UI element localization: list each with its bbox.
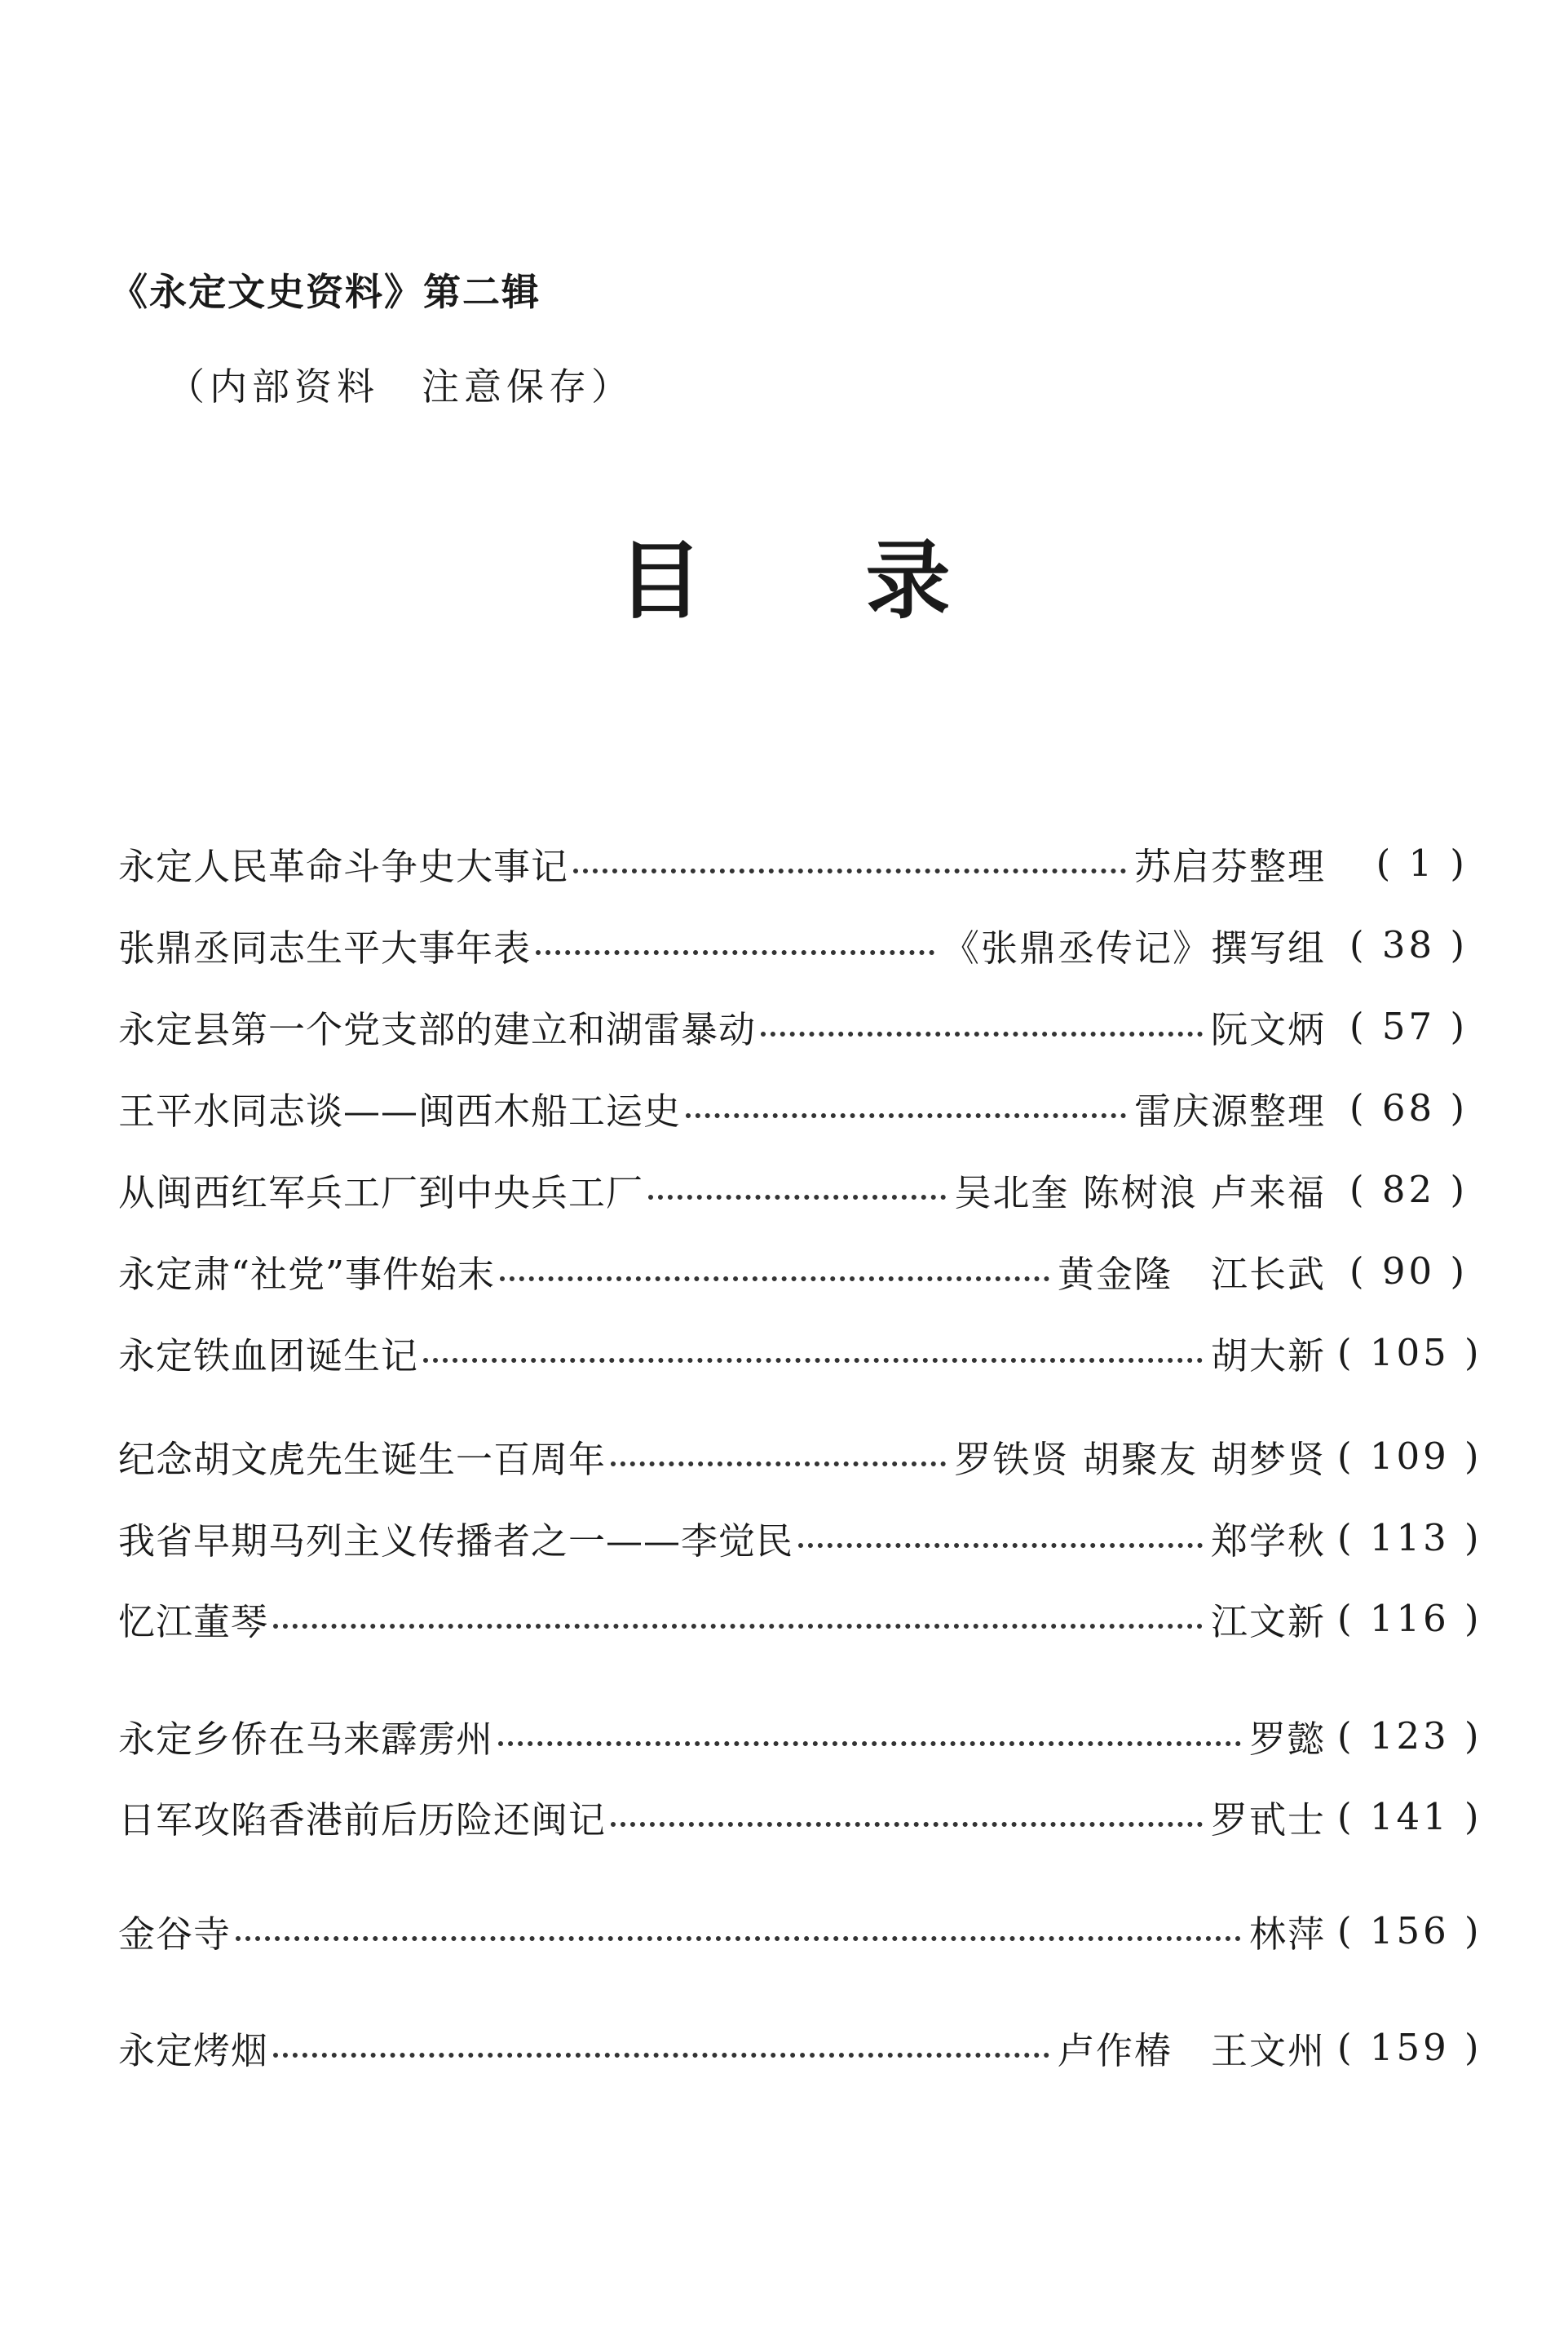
entry-title: 永定烤烟 — [118, 2028, 269, 2072]
entry-page: ( 159 ) — [1337, 2025, 1482, 2069]
entry-author: 罗甙士 — [1210, 1797, 1326, 1842]
entry-author: 《张鼎丞传记》撰写组 — [942, 926, 1326, 970]
entry-author: 罗懿 — [1248, 1717, 1326, 1761]
entry-page: ( 156 ) — [1337, 1908, 1482, 1952]
entry-title: 永定肃“社党”事件始末 — [118, 1252, 496, 1296]
entry-page: ( 105 ) — [1337, 1330, 1482, 1374]
dot-leader — [761, 1032, 1203, 1037]
entry-author: 苏启芬整理 — [1133, 844, 1326, 888]
entry-title: 我省早期马列主义传播者之一——李觉民 — [118, 1519, 794, 1563]
entry-page: ( 123 ) — [1337, 1713, 1482, 1758]
toc-entry[interactable] — [118, 837, 1468, 889]
page-title: 目录 — [617, 530, 1114, 630]
entry-page: ( 82 ) — [1349, 1167, 1468, 1211]
entry-author: 吴北奎 陈树浪 卢来福 — [954, 1170, 1326, 1214]
toc-entry[interactable] — [118, 1000, 1468, 1052]
entry-author: 阮文炳 — [1210, 1007, 1326, 1051]
entry-page: ( 38 ) — [1349, 922, 1468, 966]
toc-entry[interactable] — [118, 1430, 1482, 1482]
dot-leader — [498, 1741, 1241, 1746]
entry-page: ( 141 ) — [1337, 1794, 1482, 1838]
dot-leader — [423, 1358, 1203, 1363]
entry-title: 日军攻陷香港前后历险还闽记 — [118, 1797, 607, 1842]
toc-entry[interactable] — [118, 1904, 1482, 1957]
entry-author: 雷庆源整理 — [1133, 1089, 1326, 1133]
dot-leader — [686, 1113, 1126, 1118]
entry-page: ( 109 ) — [1337, 1434, 1482, 1478]
toc-entry[interactable] — [118, 2021, 1482, 2073]
toc-entry[interactable] — [118, 1163, 1468, 1215]
entry-title: 金谷寺 — [118, 1912, 232, 1956]
entry-title: 永定人民革命斗争史大事记 — [118, 844, 569, 888]
series-note: （内部资料 注意保存） — [167, 365, 634, 409]
toc-entry[interactable] — [118, 1511, 1482, 1563]
dot-leader — [648, 1195, 946, 1200]
entry-author: 江文新 — [1210, 1599, 1326, 1643]
entry-page: ( 1 ) — [1376, 841, 1468, 885]
entry-page: ( 90 ) — [1349, 1249, 1468, 1293]
dot-leader — [611, 1822, 1203, 1827]
entry-title: 永定乡侨在马来霹雳州 — [118, 1717, 494, 1761]
toc-entry[interactable] — [118, 1245, 1468, 1297]
entry-page: ( 116 ) — [1337, 1596, 1482, 1640]
toc-entry[interactable] — [118, 1709, 1482, 1762]
entry-author: 卢作椿 王文州 — [1057, 2028, 1326, 2072]
entry-author: 罗铁贤 胡聚友 胡梦贤 — [954, 1437, 1326, 1481]
entry-title: 从闽西红军兵工厂到中央兵工厂 — [118, 1170, 644, 1214]
dot-leader — [798, 1543, 1203, 1548]
entry-author: 郑学秋 — [1210, 1519, 1326, 1563]
entry-page: ( 57 ) — [1349, 1004, 1468, 1048]
entry-page: ( 113 ) — [1337, 1515, 1482, 1559]
dot-leader — [273, 2053, 1049, 2058]
entry-title: 永定铁血团诞生记 — [118, 1333, 419, 1377]
series-title: 《永定文史资料》第二辑 — [110, 270, 541, 314]
entry-title: 纪念胡文虎先生诞生一百周年 — [118, 1437, 607, 1481]
dot-leader — [273, 1624, 1203, 1629]
entry-author: 林萍 — [1248, 1912, 1326, 1956]
entry-title: 忆江董琴 — [118, 1599, 269, 1643]
entry-title: 永定县第一个党支部的建立和湖雷暴动 — [118, 1007, 757, 1051]
dot-leader — [536, 950, 934, 955]
toc-entry[interactable] — [118, 918, 1468, 971]
entry-title: 王平水同志谈——闽西木船工运史 — [118, 1089, 682, 1133]
dot-leader — [611, 1461, 946, 1466]
toc-entry[interactable] — [118, 1592, 1482, 1644]
dot-leader — [236, 1936, 1241, 1941]
toc-entry[interactable] — [118, 1081, 1468, 1134]
entry-author: 黄金隆 江长武 — [1057, 1252, 1326, 1296]
entry-author: 胡大新 — [1210, 1333, 1326, 1377]
dot-leader — [573, 869, 1126, 873]
toc-entry[interactable] — [118, 1790, 1482, 1842]
toc-entry[interactable] — [118, 1326, 1482, 1378]
dot-leader — [500, 1276, 1049, 1281]
entry-page: ( 68 ) — [1349, 1085, 1468, 1130]
entry-title: 张鼎丞同志生平大事年表 — [118, 926, 532, 970]
